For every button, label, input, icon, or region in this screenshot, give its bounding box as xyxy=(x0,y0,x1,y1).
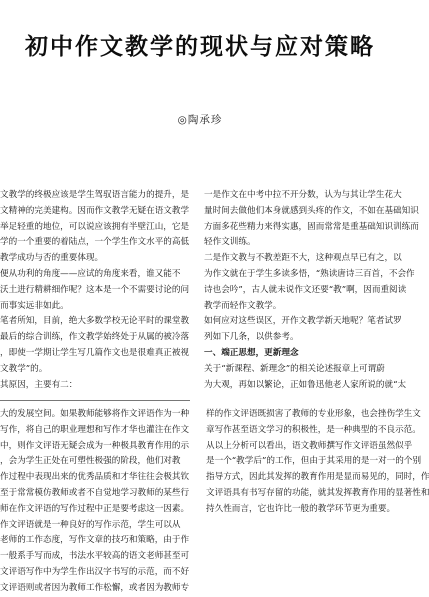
paragraph-line: 章写作甚至语文学习的积极性，是一种典型的不良示范。 xyxy=(206,424,421,435)
paragraph-line: 师在作文评语的写作过程中正是要考虑这一因素。 xyxy=(0,503,190,514)
paragraph-line: 持久性而言，它也许比一般的教学环节更为重要。 xyxy=(206,503,396,514)
paragraph-line: 作过程中表现出来的优秀品质和才华往往会极其钦 xyxy=(0,472,190,483)
paragraph-line: 二是作文教与不教差距不大，这种观点早已有之，以 xyxy=(204,253,402,264)
article-author: ◎陶承珍 xyxy=(177,114,223,126)
paragraph-line: 从以上分析可以看出，语文教师撰写作文评语虽然似乎 xyxy=(206,440,413,451)
paragraph-line: 作文评语就是一种良好的写作示范，学生可以从 xyxy=(0,519,181,530)
paragraph-line: 文评语写作中为学生作出汉字书写的示范，而不好 xyxy=(0,566,190,577)
paragraph-line: 文评语具有书写存留的功能，就其发挥教育作用的显著性和 xyxy=(206,487,429,498)
paragraph-line: 轻作文训练。 xyxy=(204,237,256,248)
paragraph-line: 而事实远非如此。 xyxy=(0,300,69,311)
paragraph-line: 为大观，再如以繁论，正如鲁迅他老人家所说的就“太 xyxy=(204,379,407,390)
paragraph-line: 是一个“教学后”的工作，但由于其采用的是一对一的个别 xyxy=(206,456,422,467)
column-top-left xyxy=(0,188,190,393)
paragraph-line: 至于常常模仿教师或者不自觉地学习教师的某些行 xyxy=(0,487,190,498)
paragraph-line: 学的一个重要的着陆点，一个学生作文水平的高低 xyxy=(0,237,190,248)
paragraph-line: 文教学”的。 xyxy=(0,363,48,374)
article-title: 初中作文教学的现状与应对策略 xyxy=(25,34,375,60)
paragraph-line: 其原因，主要有二： xyxy=(0,379,78,390)
paragraph-line: 为作文就在于学生多读多悟，“熟读唐诗三百首，不会作 xyxy=(204,268,415,279)
paragraph-line: 量时间去做他们本身就感到头疼的作文，不如在基础知识 xyxy=(204,205,419,216)
paragraph-line: 教学成功与否的重要体现。 xyxy=(0,253,104,264)
column-divider-rule xyxy=(0,400,190,401)
paragraph-line: 一般系手写而成，书法水平较高的语文老师甚至可 xyxy=(0,551,190,562)
paragraph-line: 写作，将自己的职业理想和写作才华也灌注在作文 xyxy=(0,424,190,435)
paragraph-line: 列如下几条，以供参考。 xyxy=(204,332,299,343)
paragraph-line: 举足轻重的地位，可以说应该拥有半壁江山，它是 xyxy=(0,221,190,232)
paragraph-line: 笔者所知，目前，绝大多数学校无论平时的课堂教 xyxy=(0,316,190,327)
paragraph-line: 文教学的终极应该是学生驾驭语言能力的提升，是 xyxy=(0,190,190,200)
paragraph-line: ，会为学生正处在可塑性极强的阶段，他们对教 xyxy=(0,456,181,467)
paragraph-line: 方面多花些精力来得实惠，固而常常是重基础知识训练而 xyxy=(204,221,419,232)
paragraph-line: 便从功利的角度——应试的角度来看，谁又能不 xyxy=(0,268,181,279)
paragraph-line: ，即使一学期让学生写几篇作文也是很难真正被视 xyxy=(0,347,190,358)
paragraph-line: 文评语则或者因为教师工作松懈，或者因为教师专 xyxy=(0,582,190,593)
column-bottom-left xyxy=(0,407,196,597)
column-top-right xyxy=(204,188,419,393)
paragraph-line: 老师的工作态度，写作文章的技巧和策略，由于作 xyxy=(0,535,190,546)
paragraph-line: 教学而轻作文教学。 xyxy=(204,300,282,311)
paragraph-line: 沃土进行精耕细作呢？这本是一个不需要讨论的问 xyxy=(0,284,190,295)
paragraph-line: 大的发展空间。如果教师能够将作文评语作为一种 xyxy=(0,409,190,419)
paragraph-line: 中，则作文评语无疑会成为一种极具教育作用的示 xyxy=(0,440,190,451)
paragraph-line: 文精神的完美建构。因而作文教学无疑在语文教学 xyxy=(0,205,190,216)
paragraph-line: 指导方式，因此其发挥的教育作用是显而易见的，同时，作 xyxy=(206,472,429,483)
paragraph-line: 一是作文在中考中拉不开分数，认为与其让学生花大 xyxy=(204,190,402,200)
section-heading: 一、端正思想，更新理念 xyxy=(204,347,299,358)
paragraph-line: 诗也会吟”，古人就未说作文还要“教”啊，因而重阅读 xyxy=(204,284,407,295)
paragraph-line: 如何应对这些误区，开作文教学新天地呢？笔者试罗 xyxy=(204,316,402,327)
paragraph-line: 样的作文评语既损害了教师的专业形象，也会挫伤学生文 xyxy=(206,409,421,419)
paragraph-line: 最后的综合训练，作文教学始终处于从属的被冷落 xyxy=(0,332,190,343)
paragraph-line: 关于“新课程、新理念”的相关论述报章上可谓蔚 xyxy=(204,363,385,374)
column-bottom-right xyxy=(206,407,429,518)
